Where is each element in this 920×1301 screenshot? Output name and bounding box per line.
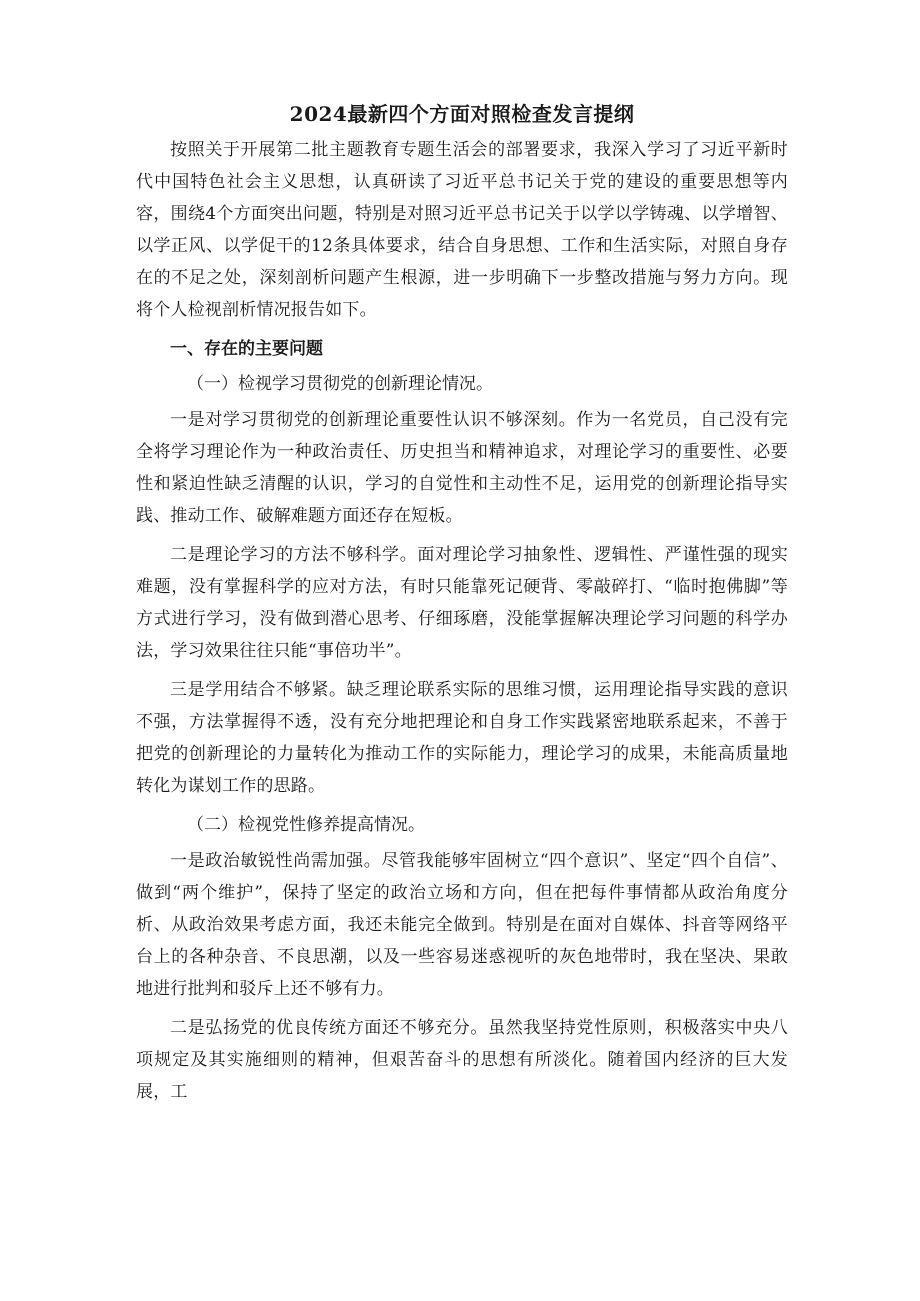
paragraph-party-spirit-1: 一是政治敏锐性尚需加强。尽管我能够牢固树立“四个意识”、坚定“四个自信”、做到“两个维护”，保持了坚定的政治立场和方向，但在把每件事情都从政治角度分析、从政治效果考虑方面，我还未能完全做到。特别是在面对自媒体、抖音等网络平台上的各种杂音、不良思潮，以及一些容易迷惑视听的灰色地带时，我在坚决、果敢地进行批判和驳斥上还不够有力。 xyxy=(136,851,788,999)
paragraph-theory-1: 一是对学习贯彻党的创新理论重要性认识不够深刻。作为一名党员，自己没有完全将学习理论作为一种政治责任、历史担当和精神追求，对理论学习的重要性、必要性和紧迫性缺乏清醒的认识，学习的自觉性和主动性不足，运用党的创新理论指导实践、推动工作、破解难题方面还存在短板。 xyxy=(136,410,788,526)
subsection-heading-party-spirit: （二）检视党性修养提高情况。 xyxy=(187,815,425,835)
paragraph-party-spirit-2: 二是弘扬党的优良传统方面还不够充分。虽然我坚持党性原则，积极落实中央八项规定及其实施细则的精神，但艰苦奋斗的思想有所淡化。随着国内经济的巨大发展，工 xyxy=(136,1018,788,1102)
section-heading-problems: 一、存在的主要问题 xyxy=(170,339,323,359)
subsection-heading-theory: （一）检视学习贯彻党的创新理论情况。 xyxy=(187,374,493,394)
paragraph-theory-2: 二是理论学习的方法不够科学。面对理论学习抽象性、逻辑性、严谨性强的现实难题，没有掌握科学的应对方法，有时只能靠死记硬背、零敲碎打、“临时抱佛脚”等方式进行学习，没有做到潜心思考、仔细琢磨，没能掌握解决理论学习问题的科学办法，学习效果往往只能“事倍功半”。 xyxy=(136,545,788,661)
document-title: 2024最新四个方面对照检查发言提纲 xyxy=(289,102,635,126)
document-page xyxy=(136,100,788,1115)
intro-paragraph: 按照关于开展第二批主题教育专题生活会的部署要求，我深入学习了习近平新时代中国特色社会主义思想，认真研读了习近平总书记关于党的建设的重要思想等内容，围绕4个方面突出问题，特别是对照习近平总书记关于以学以学铸魂、以学增智、以学正风、以学促干的12条具体要求，结合自身思想、工作和生活实际，对照自身存在的不足之处，深刻剖析问题产生根源，进一步明确下一步整改措施与努力方向。现将个人检视剖析情况报告如下。 xyxy=(136,140,788,320)
paragraph-theory-3: 三是学用结合不够紧。缺乏理论联系实际的思维习惯，运用理论指导实践的意识不强，方法掌握得不透，没有充分地把理论和自身工作实践紧密地联系起来，不善于把党的创新理论的力量转化为推动工作的实际能力，理论学习的成果，未能高质量地转化为谋划工作的思路。 xyxy=(136,680,788,796)
